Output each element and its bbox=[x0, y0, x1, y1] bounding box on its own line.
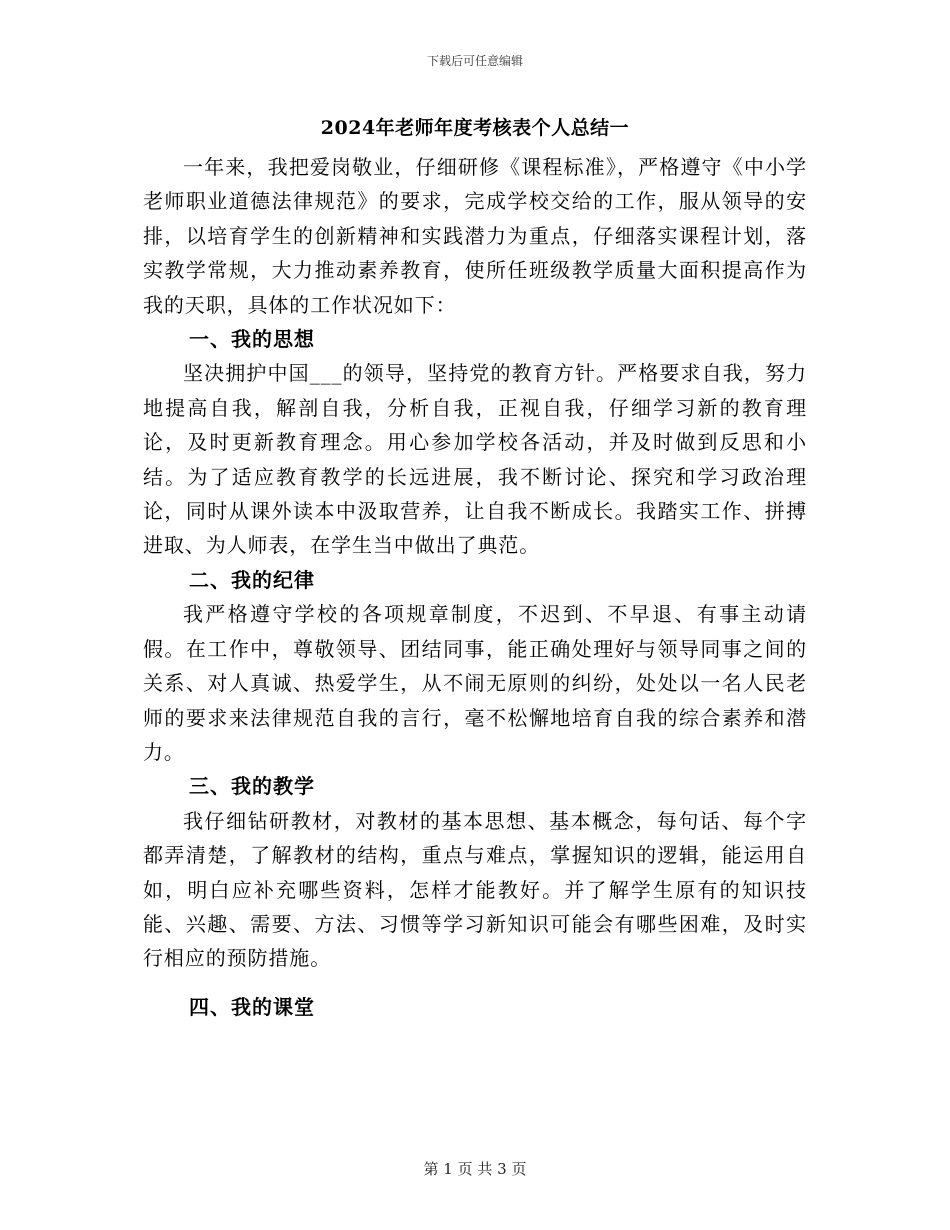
document-body bbox=[143, 150, 807, 1024]
section-body-thought: 坚决拥护中国___的领导，坚持党的教育方针。严格要求自我，努力地提高自我，解剖自我，分析自我，正视自我，仔细学习新的教育理论，及时更新教育理念。用心参加学校各活动，并及时做到反思和小结。为了适应教育教学的长远进展，我不断讨论、探究和学习政治理论，同时从课外读本中汲取营养，让自我不断成长。我踏实工作、拼搏进取、为人师表，在学生当中做出了典范。 bbox=[143, 361, 807, 558]
intro-paragraph: 一年来，我把爱岗敬业，仔细研修《课程标准》，严格遵守《中小学老师职业道德法律规范》的要求，完成学校交给的工作，服从领导的安排，以培育学生的创新精神和实践潜力为重点，仔细落实课程计划，落实教学常规，大力推动素养教育，使所任班级教学质量大面积提高作为我的天职，具体的工作状况如下： bbox=[143, 155, 807, 317]
section-heading-discipline: 二、我的纪律 bbox=[189, 567, 315, 592]
section-heading-teaching: 三、我的教学 bbox=[189, 774, 315, 799]
section-body-teaching: 我仔细钻研教材，对教材的基本思想、基本概念，每句话、每个字都弄清楚，了解教材的结构，重点与难点，掌握知识的逻辑，能运用自如，明白应补充哪些资料，怎样才能教好。并了解学生原有的知识技能、兴趣、需要、方法、习惯等学习新知识可能会有哪些困难，及时实行相应的预防措施。 bbox=[143, 808, 807, 971]
document-title: 2024年老师年度考核表个人总结一 bbox=[320, 117, 630, 139]
section-heading-classroom: 四、我的课堂 bbox=[189, 994, 315, 1019]
section-body-discipline: 我严格遵守学校的各项规章制度，不迟到、不早退、有事主动请假。在工作中，尊敬领导、团结同事，能正确处理好与领导同事之间的关系、对人真诚、热爱学生，从不闹无原则的纠纷，处处以一名人民老师的要求来法律规范自我的言行，毫不松懈地培育自我的综合素养和潜力。 bbox=[143, 602, 807, 764]
header-note: 下载后可任意编辑 bbox=[426, 54, 523, 68]
page-footer: 第 1 页 共 3 页 bbox=[423, 1160, 527, 1178]
section-heading-thought: 一、我的思想 bbox=[189, 327, 315, 352]
